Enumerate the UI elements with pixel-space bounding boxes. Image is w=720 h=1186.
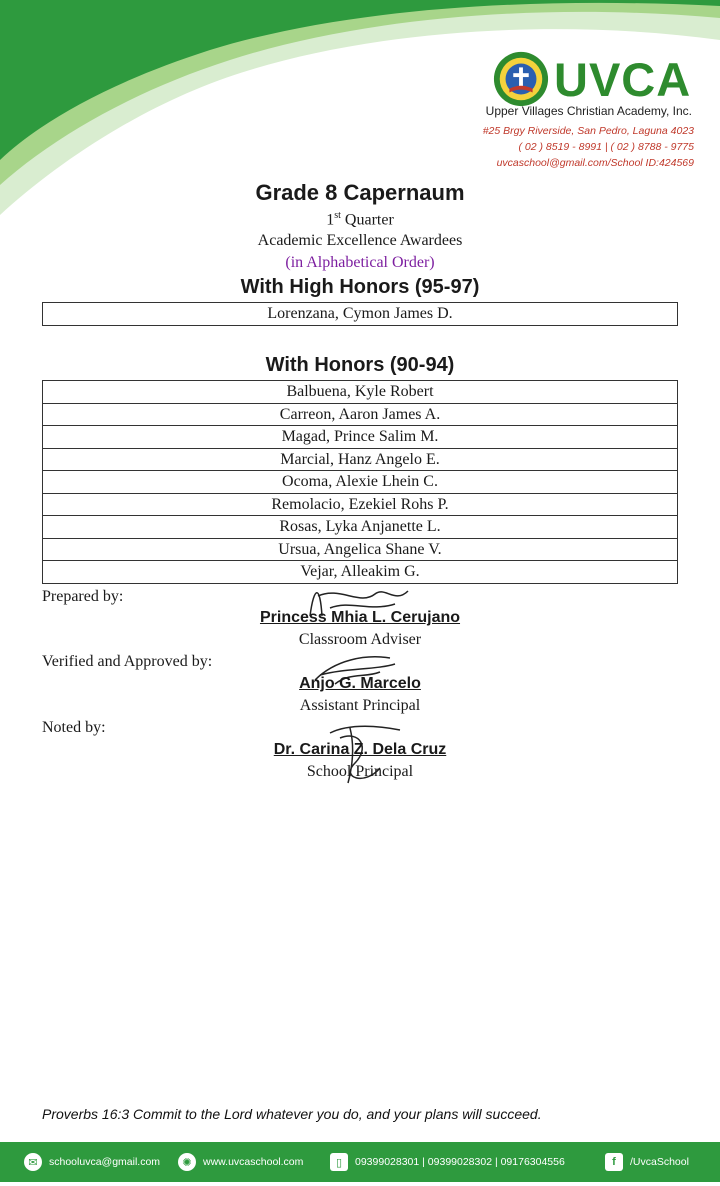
table-row (43, 471, 678, 494)
footer-website: ✺ www.uvcaschool.com (178, 1153, 303, 1171)
email-icon: ✉ (24, 1153, 42, 1171)
adviser-role: Classroom Adviser (298, 631, 422, 648)
facebook-icon: f (605, 1153, 623, 1171)
principal-name: Dr. Carina Z. Dela Cruz (273, 741, 447, 758)
honors-title: With Honors (90-94) (265, 354, 455, 376)
awardee-name: Marcial, Hanz Angelo E. (43, 448, 678, 471)
awardee-name: Ocoma, Alexie Lhein C. (43, 471, 678, 494)
awardee-name: Magad, Prince Salim M. (43, 426, 678, 449)
footer-bar (0, 1142, 720, 1182)
high-honors-table (42, 302, 678, 326)
awardee-name: Carreon, Aaron James A. (43, 403, 678, 426)
table-row (43, 516, 678, 539)
table-row (43, 403, 678, 426)
footer-email: ✉ schooluvca@gmail.com (24, 1153, 160, 1171)
table-row (43, 493, 678, 516)
table-row (43, 381, 678, 404)
school-logo (492, 50, 691, 108)
prepared-by-label: Prepared by: (42, 588, 124, 605)
table-row (43, 538, 678, 561)
footer-phones: ▯ 09399028301 | 09399028302 | 09176304556 (330, 1153, 565, 1171)
verified-by-label: Verified and Approved by: (42, 653, 213, 670)
grade-title: Grade 8 Capernaum (255, 180, 465, 205)
school-address: #25 Brgy Riverside, San Pedro, Laguna 4023 (482, 125, 694, 137)
noted-by-label: Noted by: (42, 719, 106, 736)
awardee-name: Ursua, Angelica Shane V. (43, 538, 678, 561)
awardee-name: Balbuena, Kyle Robert (43, 381, 678, 404)
awardee-name: Remolacio, Ezekiel Rohs P. (43, 493, 678, 516)
quarter-label: 1st Quarter (326, 210, 394, 229)
table-row (43, 303, 678, 326)
award-title: Academic Excellence Awardees (257, 232, 463, 249)
awardee-name: Lorenzana, Cymon James D. (43, 303, 678, 326)
assistant-principal-role: Assistant Principal (299, 697, 421, 714)
principal-role: School Principal (306, 763, 414, 780)
awardee-name: Rosas, Lyka Anjanette L. (43, 516, 678, 539)
awardee-name: Vejar, Alleakim G. (43, 561, 678, 584)
adviser-name: Princess Mhia L. Cerujano (259, 609, 461, 626)
proverb-quote: Proverbs 16:3 Commit to the Lord whatever you do, and your plans will succeed. (42, 1106, 542, 1122)
school-phones: ( 02 ) 8519 - 8991 | ( 02 ) 8788 - 9775 (518, 141, 694, 153)
logo-text: UVCA (554, 52, 692, 106)
high-honors-title: With High Honors (95-97) (240, 276, 480, 298)
school-name: Upper Villages Christian Academy, Inc. (485, 104, 692, 118)
footer-facebook: f /UvcaSchool (605, 1153, 689, 1171)
phone-icon: ▯ (330, 1153, 348, 1171)
globe-icon: ✺ (178, 1153, 196, 1171)
table-row (43, 426, 678, 449)
honors-table (42, 380, 678, 584)
table-row (43, 448, 678, 471)
school-seal-icon (492, 50, 550, 108)
school-email-id: uvcaschool@gmail.com/School ID:424569 (496, 157, 694, 169)
assistant-principal-name: Anjo G. Marcelo (299, 675, 421, 692)
order-note: (in Alphabetical Order) (285, 254, 435, 271)
